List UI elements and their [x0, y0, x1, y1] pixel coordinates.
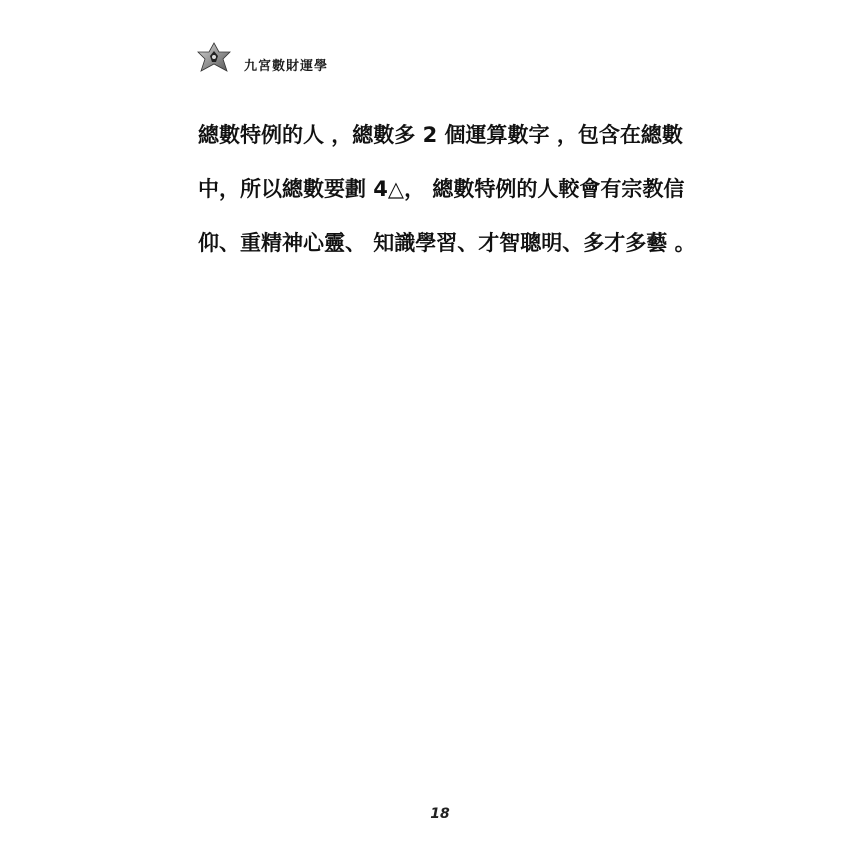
hexagram-star-icon: [196, 42, 232, 74]
page-number: 18: [430, 806, 450, 822]
book-title: 九宮數財運學: [244, 59, 329, 74]
page-header: [196, 42, 328, 74]
text-line: 中，所以總數要劃 4△， 總數特例的人較會有宗教信: [198, 177, 685, 201]
text-line: 仰、重精神心靈、 知識學習、才智聰明、多才多藝 。: [198, 231, 696, 255]
text-line: 總數特例的人 ，總數多 2 個運算數字 ，包含在總數: [198, 123, 683, 147]
body-paragraph: [198, 108, 696, 270]
